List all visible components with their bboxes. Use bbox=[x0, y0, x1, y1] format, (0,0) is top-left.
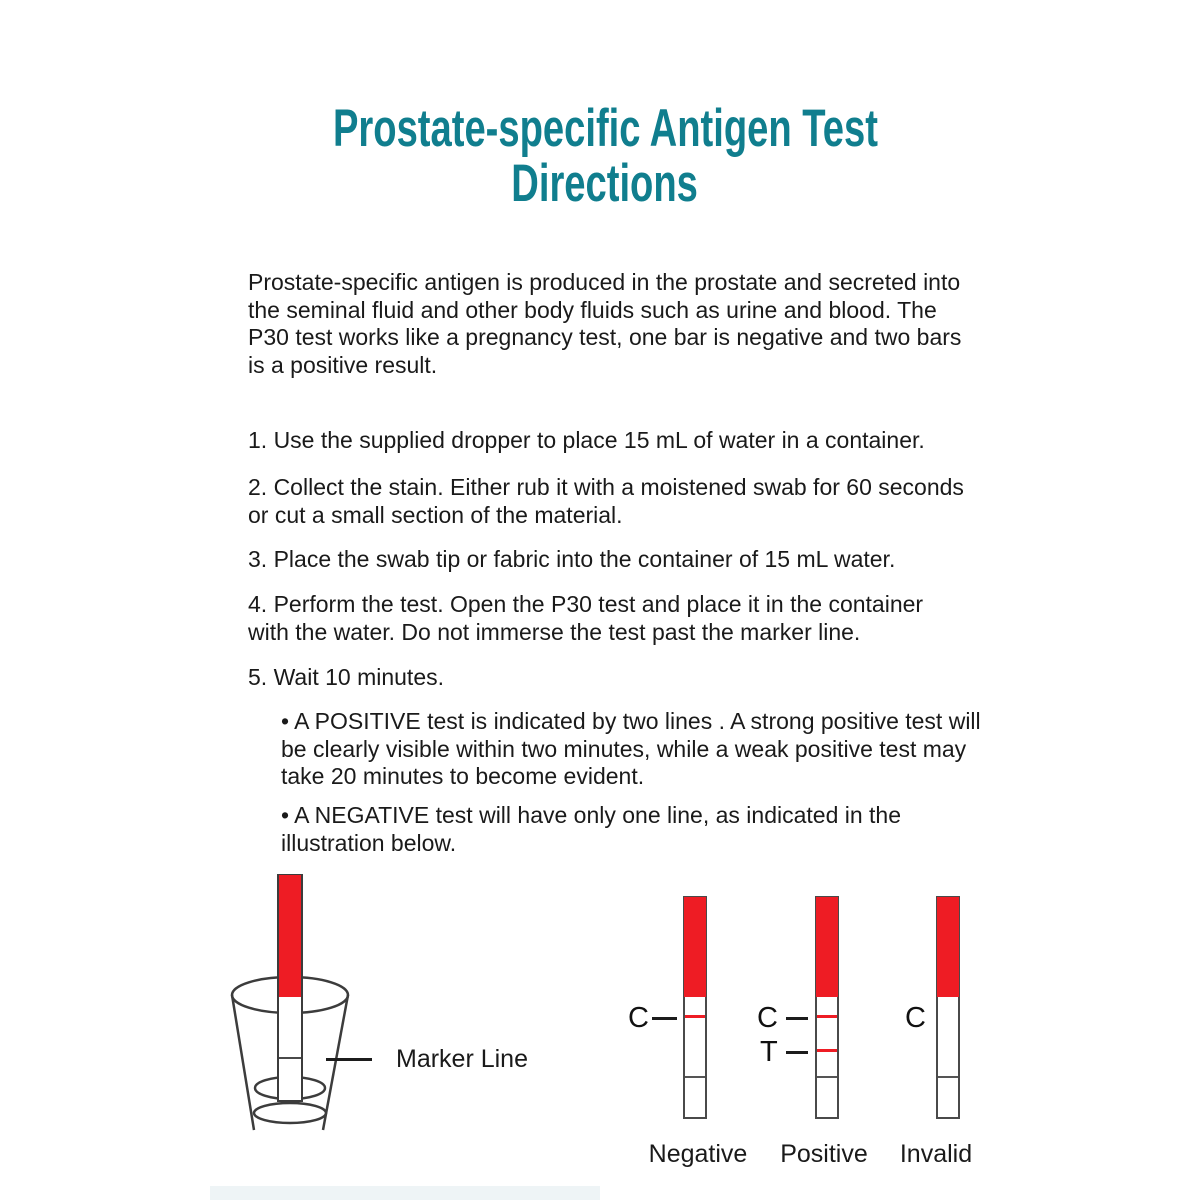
positive-t-dash bbox=[786, 1051, 808, 1054]
dip-strip-red-handle bbox=[279, 875, 301, 997]
positive-test-line bbox=[817, 1049, 837, 1052]
positive-bullet: • A POSITIVE test is indicated by two lines . A strong positive test will be clearly visible within two minutes, while a weak positive test may take 20 minutes to become evident. bbox=[281, 708, 981, 789]
intro-paragraph: Prostate-specific antigen is produced in the prostate and secreted into the seminal fluid and other body fluids such as urine and blood. The P30 test works like a pregnancy test, one bar is negative and two bars is a positive result. bbox=[248, 269, 962, 378]
step-1: 1. Use the supplied dropper to place 15 mL of water in a container. bbox=[248, 427, 925, 453]
negative-result-label: Negative bbox=[648, 1140, 748, 1168]
positive-test-strip bbox=[815, 896, 839, 1119]
negative-control-line bbox=[685, 1015, 705, 1018]
negative-strip-red-handle bbox=[684, 897, 706, 997]
page-title-line1: Prostate-specific Antigen Test bbox=[332, 99, 878, 158]
invalid-strip-red-handle bbox=[937, 897, 959, 997]
step-3: 3. Place the swab tip or fabric into the container of 15 mL water. bbox=[248, 546, 896, 572]
positive-strip-divider bbox=[817, 1076, 837, 1078]
positive-c-label: C bbox=[757, 1002, 778, 1034]
positive-t-label: T bbox=[760, 1036, 778, 1068]
positive-strip-red-handle bbox=[816, 897, 838, 997]
invalid-strip-divider bbox=[938, 1076, 958, 1078]
negative-bullet: • A NEGATIVE test will have only one line, as indicated in the illustration below. bbox=[281, 802, 902, 856]
container-cup-illustration bbox=[180, 860, 440, 1150]
invalid-test-strip bbox=[936, 896, 960, 1119]
negative-test-strip bbox=[683, 896, 707, 1119]
positive-result-label: Positive bbox=[780, 1140, 868, 1168]
step-4: 4. Perform the test. Open the P30 test and place it in the container with the water. Do not immerse the test past the marker line. bbox=[248, 591, 924, 645]
bottom-edge-strip bbox=[210, 1186, 600, 1200]
dip-test-strip bbox=[277, 874, 303, 1102]
negative-c-dash bbox=[652, 1017, 677, 1020]
step-5: 5. Wait 10 minutes. bbox=[248, 664, 445, 690]
page-title-line2: Directions bbox=[511, 154, 699, 213]
marker-line-callout bbox=[326, 1058, 372, 1061]
page-title bbox=[0, 101, 1200, 211]
invalid-result-label: Invalid bbox=[899, 1140, 973, 1168]
invalid-c-label: C bbox=[905, 1002, 926, 1034]
step-2: 2. Collect the stain. Either rub it with a moistened swab for 60 seconds or cut a small section of the material. bbox=[248, 474, 964, 528]
marker-line-label: Marker Line bbox=[396, 1045, 528, 1073]
positive-c-dash bbox=[786, 1017, 808, 1020]
negative-c-label: C bbox=[628, 1002, 649, 1034]
negative-strip-divider bbox=[685, 1076, 705, 1078]
positive-control-line bbox=[817, 1015, 837, 1018]
dip-strip-marker-line bbox=[279, 1057, 301, 1059]
